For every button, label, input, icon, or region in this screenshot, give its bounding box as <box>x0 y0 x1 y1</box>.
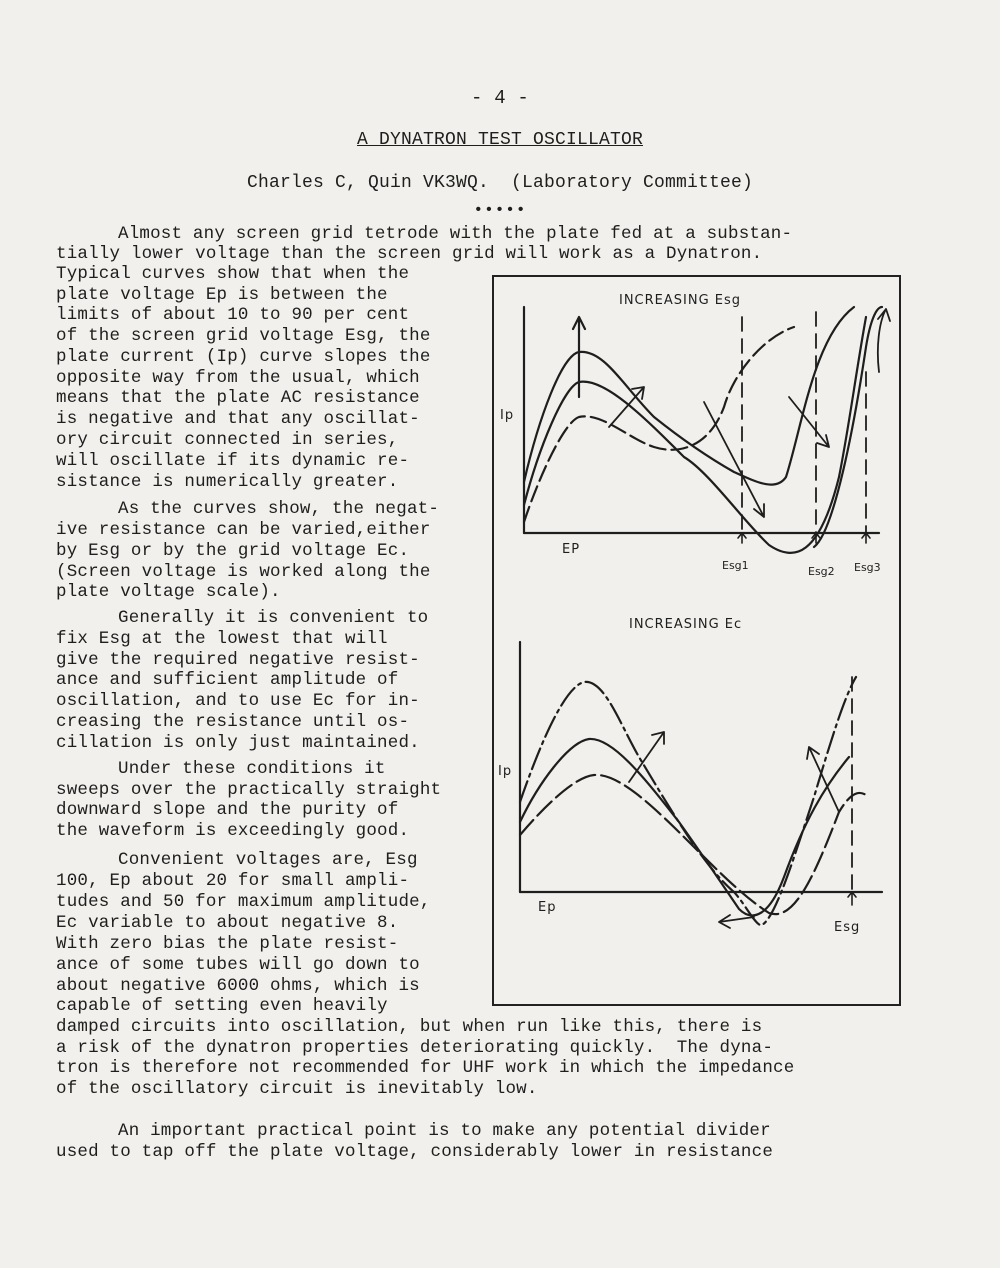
body-line: ance of some tubes will go down to <box>56 955 420 975</box>
body-line: the waveform is exceedingly good. <box>56 821 410 841</box>
body-line: used to tap off the plate voltage, considerably lower in resistance <box>56 1142 774 1162</box>
body-line: tudes and 50 for maximum amplitude, <box>56 892 431 912</box>
body-line: downward slope and the purity of <box>56 800 399 820</box>
body-line: plate current (Ip) curve slopes the <box>56 347 431 367</box>
body-line: sistance is numerically greater. <box>56 472 399 492</box>
body-line: Typical curves show that when the <box>56 264 410 284</box>
tick-label-esg1: Esg1 <box>722 559 749 572</box>
body-line: oscillation, and to use Ec for in- <box>56 691 420 711</box>
body-line: sweeps over the practically straight <box>56 780 442 800</box>
body-line: Almost any screen grid tetrode with the plate fed at a substan- <box>118 224 793 244</box>
top-x-label: EP <box>562 542 581 557</box>
body-line: tially lower voltage than the screen grid will work as a Dynatron. <box>56 244 763 264</box>
body-line: Under these conditions it <box>118 759 386 779</box>
body-line: by Esg or by the grid voltage Ec. <box>56 541 410 561</box>
page-number: - 4 - <box>470 87 529 109</box>
bottom-y-label: Ip <box>498 764 513 779</box>
body-line: An important practical point is to make any potential divider <box>118 1121 771 1141</box>
body-line: plate voltage Ep is between the <box>56 285 388 305</box>
bottom-x-label: Ep <box>538 900 557 915</box>
body-line: damped circuits into oscillation, but when run like this, there is <box>56 1017 763 1037</box>
tick-label-esg3: Esg3 <box>854 561 881 574</box>
body-line: ory circuit connected in series, <box>56 430 399 450</box>
tick-label-esg: Esg <box>834 920 861 935</box>
body-line: Ec variable to about negative 8. <box>56 913 399 933</box>
body-line: (Screen voltage is worked along the <box>56 562 431 582</box>
bottom-graph <box>520 642 882 928</box>
body-line: plate voltage scale). <box>56 582 281 602</box>
body-line: means that the plate AC resistance <box>56 388 420 408</box>
body-line: of the screen grid voltage Esg, the <box>56 326 431 346</box>
body-line: Generally it is convenient to <box>118 608 429 628</box>
body-line: ive resistance can be varied,either <box>56 520 431 540</box>
body-line: opposite way from the usual, which <box>56 368 420 388</box>
bottom-graph-title: INCREASING Ec <box>629 617 743 632</box>
body-line: cillation is only just maintained. <box>56 733 420 753</box>
body-line: about negative 6000 ohms, which is <box>56 976 420 996</box>
body-line: a risk of the dynatron properties deteriorating quickly. The dyna- <box>56 1038 774 1058</box>
page-title: A DYNATRON TEST OSCILLATOR <box>356 130 644 150</box>
body-line: 100, Ep about 20 for small ampli- <box>56 871 410 891</box>
author-byline: Charles C, Quin VK3WQ. (Laboratory Committee) <box>246 173 754 193</box>
figure-drawing <box>494 277 903 1008</box>
body-line: As the curves show, the negat- <box>118 499 440 519</box>
body-line: give the required negative resist- <box>56 650 420 670</box>
body-line: will oscillate if its dynamic re- <box>56 451 410 471</box>
section-separator: ••••• <box>473 201 527 219</box>
body-line: capable of setting even heavily <box>56 996 388 1016</box>
body-line: tron is therefore not recommended for UHF work in which the impedance <box>56 1058 795 1078</box>
body-line: creasing the resistance until os- <box>56 712 410 732</box>
body-line: Convenient voltages are, Esg <box>118 850 418 870</box>
top-graph-title: INCREASING Esg <box>619 293 742 308</box>
body-line: limits of about 10 to 90 per cent <box>56 305 410 325</box>
body-line: of the oscillatory circuit is inevitably low. <box>56 1079 538 1099</box>
body-line: fix Esg at the lowest that will <box>56 629 388 649</box>
dynatron-curves-figure <box>492 275 901 1006</box>
body-line: is negative and that any oscillat- <box>56 409 420 429</box>
body-line: ance and sufficient amplitude of <box>56 670 399 690</box>
body-line: With zero bias the plate resist- <box>56 934 399 954</box>
tick-label-esg2: Esg2 <box>808 565 835 578</box>
top-y-label: Ip <box>500 408 515 423</box>
top-graph <box>524 307 890 553</box>
